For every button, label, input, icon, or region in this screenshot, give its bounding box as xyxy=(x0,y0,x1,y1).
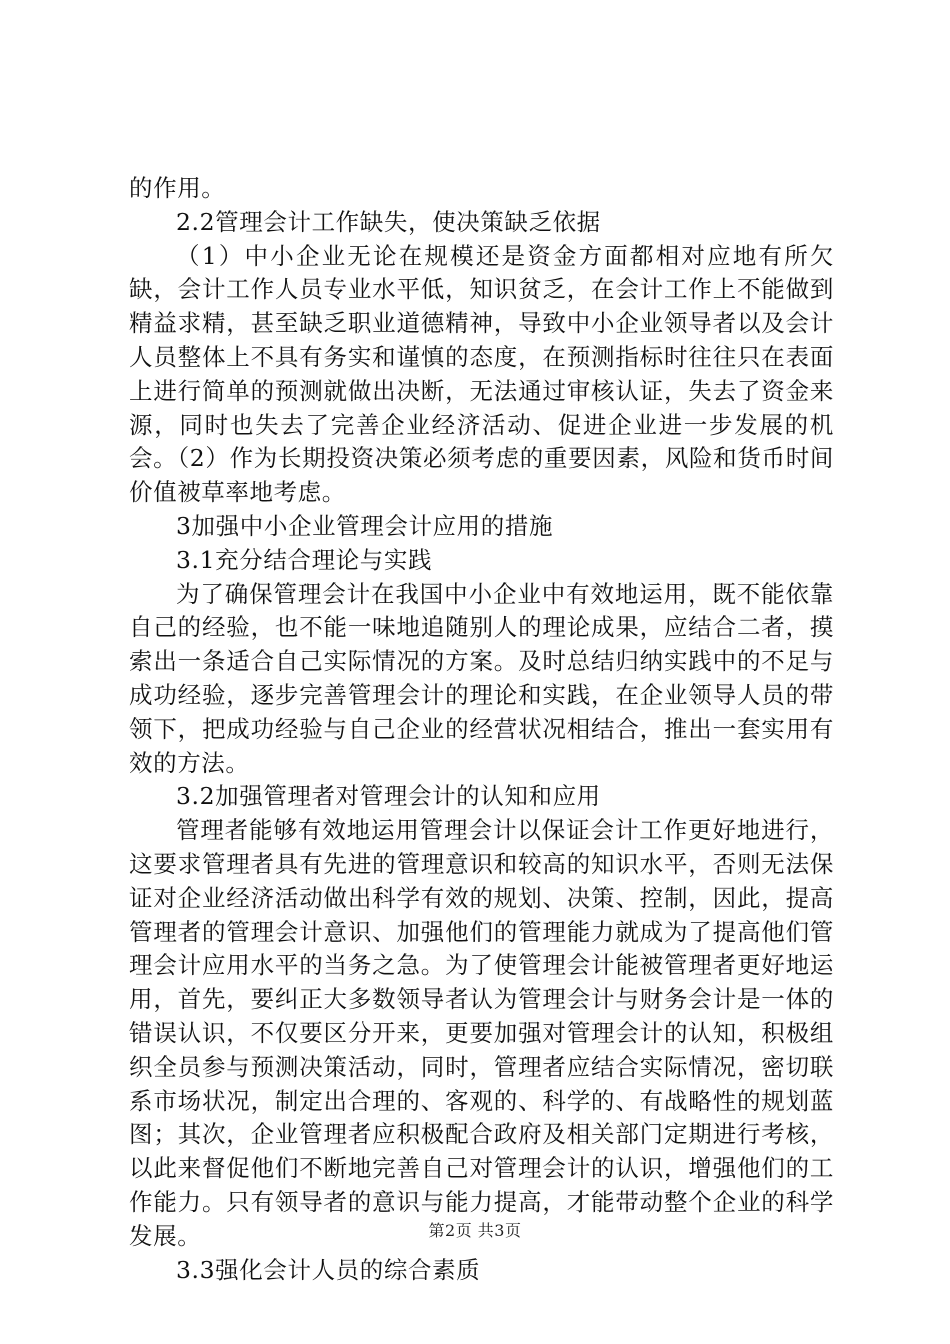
document-body xyxy=(129,172,834,1287)
section-heading-3-3: 3.3强化会计人员的综合素质 xyxy=(176,1255,481,1284)
paragraph-body: 为了确保管理会计在我国中小企业中有效地运用，既不能依靠自己的经验，也不能一味地追随别人的理论成果，应结合二者，摸索出一条适合自己实际情况的方案。及时总结归纳实践中的不足与成功经验，逐步完善管理会计的理论和实践，在企业领导人员的带领下，把成功经验与自己企业的经营状况相结合，推出一套实用有效的方法。 xyxy=(129,579,834,777)
page-number-footer: 第2页 共3页 xyxy=(428,1221,522,1240)
section-heading-3-2: 3.2加强管理者对管理会计的认知和应用 xyxy=(176,782,601,811)
paragraph-body: （1）中小企业无论在规模还是资金方面都相对应地有所欠缺，会计工作人员专业水平低，知识贫乏，在会计工作上不能做到精益求精，甚至缺乏职业道德精神，导致中小企业领导者以及会计人员整体上不具有务实和谨慎的态度，在预测指标时往往只在表面上进行简单的预测就做出决断，无法通过审核认证，失去了资金来源，同时也失去了完善企业经济活动、促进企业进一步发展的机会。（2）作为长期投资决策必须考虑的重要因素，风险和货币时间价值被草率地考虑。 xyxy=(129,241,834,507)
section-heading-3-1: 3.1充分结合理论与实践 xyxy=(176,545,433,574)
paragraph-body: 管理者能够有效地运用管理会计以保证会计工作更好地进行，这要求管理者具有先进的管理意识和较高的知识水平，否则无法保证对企业经济活动做出科学有效的规划、决策、控制，因此，提高管理者的管理会计意识、加强他们的管理能力就成为了提高他们管理会计应用水平的当务之急。为了使管理会计能被管理者更好地运用，首先，要纠正大多数领导者认为管理会计与财务会计是一体的错误认识，不仅要区分开来，更要加强对管理会计的认知，积极组织全员参与预测决策活动，同时，管理者应结合实际情况，密切联系市场状况，制定出合理的、客观的、科学的、有战略性的规划蓝图；其次，企业管理者应积极配合政府及相关部门定期进行考核，以此来督促他们不断地完善自己对管理会计的认识，增强他们的工作能力。只有领导者的意识与能力提高，才能带动整个企业的科学发展。 xyxy=(129,816,834,1250)
paragraph-continuation: 的作用。 xyxy=(129,174,226,202)
section-heading-2-2: 2.2管理会计工作缺失，使决策缺乏依据 xyxy=(176,207,601,236)
section-heading-3: 3加强中小企业管理会计应用的措施 xyxy=(176,511,554,540)
